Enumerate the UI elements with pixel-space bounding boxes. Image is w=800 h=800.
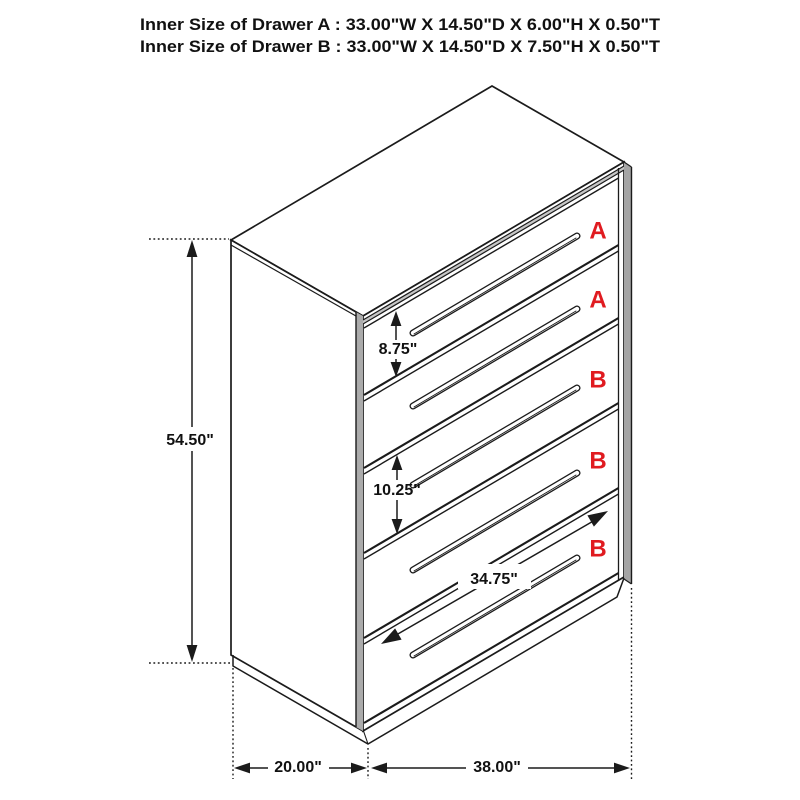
drawer-label-a2: A	[589, 286, 607, 314]
drawer-label-b2: B	[589, 447, 607, 475]
drawer-b-inner-size-text: Inner Size of Drawer B : 33.00"W X 14.50"D X 7.50"H X 0.50"T	[140, 37, 661, 56]
overall-height-value: 54.50"	[166, 432, 214, 449]
drawer-a-height-value: 8.75"	[378, 341, 418, 358]
drawer-label-b1: B	[589, 366, 607, 394]
front-left-stile	[356, 312, 363, 731]
stile-shade	[356, 312, 363, 731]
drawer-label-b3: B	[589, 535, 607, 563]
drawer-label-a1: A	[589, 217, 607, 245]
overall-depth-value: 20.00"	[274, 759, 322, 776]
right-back-edge	[624, 162, 632, 584]
overall-width-value: 38.00"	[473, 759, 521, 776]
right-edge-shade	[624, 162, 632, 584]
drawer-a-inner-size-text: Inner Size of Drawer A : 33.00"W X 14.50"D X 6.00"H X 0.50"T	[140, 15, 661, 34]
chest-left-panel	[231, 240, 363, 731]
drawer-b-height-value: 10.25"	[373, 482, 421, 499]
drawer-width-value: 34.75"	[470, 571, 518, 588]
